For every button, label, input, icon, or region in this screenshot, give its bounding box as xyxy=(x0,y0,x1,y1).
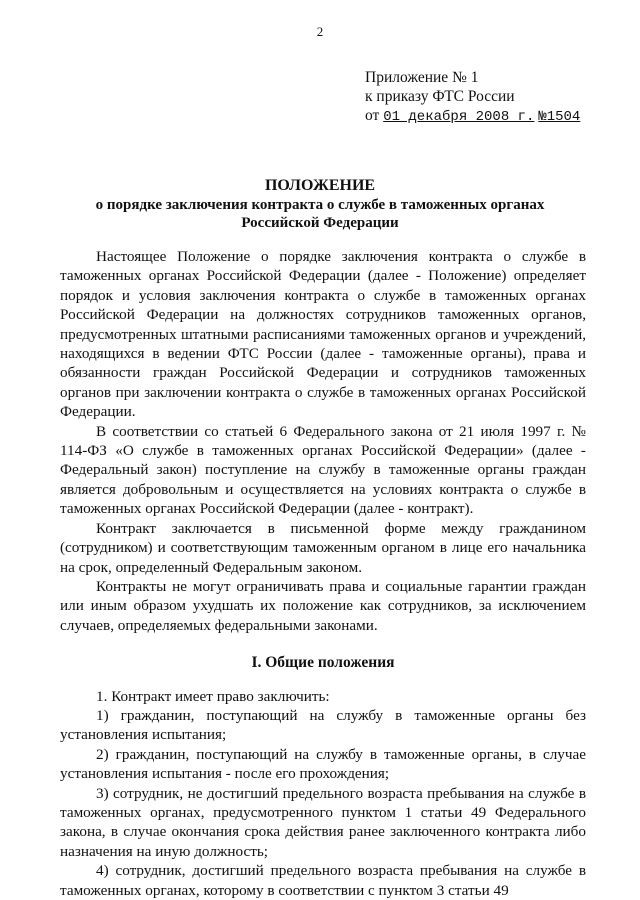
intro-paragraph: В соответствии со статьей 6 Федерального закона от 21 июля 1997 г. № 114-ФЗ «О службе в таможенных органах Российской Федерации» (далее - Федеральный закон) поступление на службу в таможенные органы граждан является добровольным и осуществляется на условиях контракта о службе в таможенных органах Российской Федерации (далее - контракт). xyxy=(60,422,586,518)
title-sub-line1: о порядке заключения контракта о службе в таможенных органах xyxy=(95,197,545,213)
section-item: 3) сотрудник, не достигший предельного возраста пребывания на службе в таможенных органах, предусмотренного пунктом 1 статьи 49 Федерального закона, в случае окончания срока действия ранее заключенного контракта либо назначения на иную должность; xyxy=(60,784,586,860)
section-heading: I. Общие положения xyxy=(251,654,395,672)
section-item: 4) сотрудник, достигший предельного возраста пребывания на службе в таможенных органах, которому в соответствии с пунктом 3 статьи 49 xyxy=(60,862,586,899)
title-main: ПОЛОЖЕНИЕ xyxy=(264,177,376,194)
appendix-header xyxy=(365,68,625,127)
appendix-date: 01 декабря 2008 г. xyxy=(383,109,535,125)
document-body xyxy=(60,247,586,900)
title-sub-line2: Российской Федерации xyxy=(241,215,399,231)
appendix-date-prefix: от xyxy=(365,107,380,124)
appendix-line2: к приказу ФТС России xyxy=(365,88,515,105)
appendix-order-number: №1504 xyxy=(538,109,581,125)
appendix-line1: Приложение № 1 xyxy=(365,69,479,86)
intro-paragraph: Контракты не могут ограничивать права и социальные гарантии граждан или иным образом ухудшать их положение как сотрудников, за исключением случаев, определяемых федеральными законами. xyxy=(60,577,586,634)
section-item: 1) гражданин, поступающий на службу в таможенные органы без установления испытания; xyxy=(60,706,586,744)
intro-paragraph: Контракт заключается в письменной форме между гражданином (сотрудником) и соответствующим таможенным органом в лице его начальника на срок, определенный Федеральным законом. xyxy=(60,519,586,576)
document-title xyxy=(0,176,640,232)
section-item: 1. Контракт имеет право заключить: xyxy=(96,687,330,705)
page-number: 2 xyxy=(316,24,324,39)
intro-paragraph: Настоящее Положение о порядке заключения контракта о службе в таможенных органах Российской Федерации (далее - Положение) определяет порядок и условия заключения контракта о службе в таможенных органах Российской Федерации на должностях сотрудников таможенных органов, предусмотренных штатными расписаниями таможенных органов и учреждений, находящихся в ведении ФТС России (далее - таможенные органы), права и обязанности граждан Российской Федерации и сотрудников таможенных органов при заключении контракта о службе в таможенных органах Российской Федерации. xyxy=(60,248,586,421)
appendix-line3 xyxy=(365,106,625,127)
section-item: 2) гражданин, поступающий на службу в таможенные органы, в случае установления испытания - после его прохождения; xyxy=(60,745,586,783)
